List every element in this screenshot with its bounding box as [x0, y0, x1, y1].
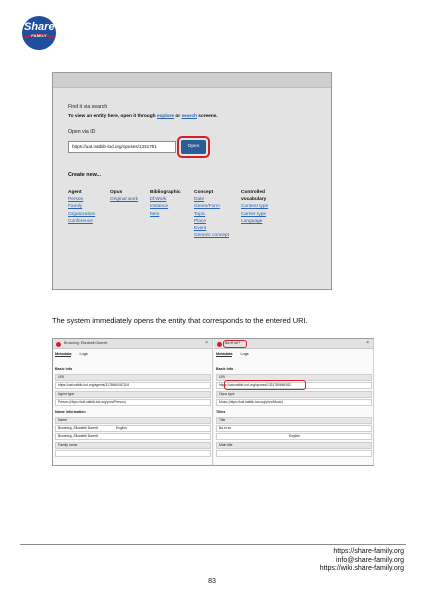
- pane-tabs: [55, 352, 96, 356]
- field-label: URI: [216, 374, 372, 381]
- language-value: English: [115, 426, 127, 430]
- search-link[interactable]: search: [181, 114, 197, 119]
- right-pane: [214, 339, 374, 465]
- uri-field[interactable]: https://uat.natbib-lod.org/opuses/1331789669182: [216, 382, 372, 389]
- tab-logs[interactable]: Logs: [79, 352, 88, 356]
- create-link[interactable]: Organization: [68, 211, 96, 217]
- pane-title-bar: [53, 339, 212, 349]
- field-label: Name: [55, 417, 211, 424]
- vocabulary-column: [241, 189, 285, 225]
- title-highlight: [223, 340, 247, 348]
- tab-metadata[interactable]: Metadata: [216, 352, 233, 356]
- pane-title: Ba et se?: [225, 341, 241, 345]
- email-link[interactable]: info@share-family.org: [335, 556, 404, 564]
- field-label: Opus type: [216, 391, 372, 398]
- website-link[interactable]: https://share-family.org: [333, 548, 404, 555]
- create-link[interactable]: Conference: [68, 218, 93, 224]
- wiki-link[interactable]: https://wiki.share-family.org: [319, 565, 404, 573]
- family-name-field[interactable]: [55, 450, 211, 457]
- opus-column: [110, 189, 138, 203]
- logo-subword: FAMILY: [31, 33, 47, 38]
- column-heading: Opus: [110, 190, 123, 195]
- find-heading: Find it via search: [68, 104, 108, 110]
- open-heading: Open via ID: [68, 129, 96, 135]
- create-link[interactable]: Item: [150, 211, 160, 217]
- screenshot-open-via-id: [52, 72, 332, 290]
- find-post: screens.: [196, 114, 218, 119]
- left-pane: [53, 339, 213, 465]
- create-link[interactable]: Original work: [110, 197, 138, 203]
- field-label: URI: [55, 374, 211, 381]
- id-input[interactable]: https://uat.natbib-lod.org/opuses/1331761: [68, 141, 176, 153]
- create-link[interactable]: Generic concept: [194, 233, 229, 239]
- concept-column: [194, 189, 229, 239]
- close-icon[interactable]: ×: [366, 340, 369, 346]
- main-title-field[interactable]: [216, 450, 372, 457]
- find-pre: To view an entity here, open it through: [68, 114, 157, 119]
- footer-rule: [20, 544, 406, 545]
- language-field[interactable]: [216, 433, 372, 440]
- title-field[interactable]: Ba et se: [216, 425, 372, 432]
- tab-metadata[interactable]: Metadata: [55, 352, 72, 356]
- field-label: Main title: [216, 442, 372, 449]
- create-link[interactable]: Content type: [241, 204, 269, 210]
- column-heading: Concept: [194, 190, 214, 195]
- create-link[interactable]: Genre/Form: [194, 204, 220, 210]
- language-value: English: [289, 434, 300, 438]
- close-icon[interactable]: ×: [205, 340, 208, 346]
- close-dot-icon[interactable]: [217, 342, 222, 347]
- caption: The system immediately opens the entity that corresponds to the entered URI.: [52, 316, 308, 325]
- section-heading: Basic info: [216, 367, 234, 371]
- pane-title: Browsing: Elizabeth Barrett: [64, 341, 108, 345]
- logo-word: Share: [24, 21, 55, 33]
- field-label: Family name: [55, 442, 211, 449]
- opus-type-field[interactable]: Music (https://uat.natbib-lod.org/prov/Music): [216, 399, 372, 406]
- column-heading: Bibliographic: [150, 190, 181, 195]
- find-instruction: [68, 114, 218, 119]
- field-label: Title: [216, 417, 372, 424]
- field-label: Agent type: [55, 391, 211, 398]
- create-link[interactable]: Place: [194, 218, 206, 224]
- page-number: 83: [208, 578, 216, 585]
- explore-link[interactable]: explore: [156, 114, 175, 119]
- section-heading: Name information: [55, 410, 86, 414]
- agent-type-field[interactable]: Person (https://uat.natbib-lod.org/prov/Person): [55, 399, 211, 406]
- create-link[interactable]: Person: [68, 197, 84, 203]
- section-heading: Titles: [216, 410, 226, 414]
- uri-field[interactable]: https://uat.natbib-lod.org/agents/3178660067204: [55, 382, 211, 389]
- agent-column: [68, 189, 95, 225]
- name-value: Browning, Elizabeth Barrett: [58, 426, 98, 430]
- tab-logs[interactable]: Logs: [240, 352, 249, 356]
- name-field[interactable]: [55, 425, 211, 432]
- name-field[interactable]: Browning, Elizabeth Barrett: [55, 433, 211, 440]
- create-link[interactable]: Topic: [194, 211, 206, 217]
- app-top-bar: [53, 73, 331, 88]
- create-heading: Create new...: [68, 172, 102, 178]
- footer-contact: [320, 548, 404, 574]
- create-link[interactable]: Date: [194, 197, 205, 203]
- pane-tabs: [216, 352, 257, 356]
- create-link[interactable]: Family: [68, 204, 83, 210]
- column-heading: Controlled vocabulary: [241, 190, 267, 203]
- create-link[interactable]: Instance: [150, 204, 169, 210]
- share-family-logo: [22, 16, 56, 50]
- close-dot-icon[interactable]: [56, 342, 61, 347]
- create-link[interactable]: Carrier type: [241, 211, 267, 217]
- section-heading: Basic info: [55, 367, 73, 371]
- uri-highlight: [224, 380, 306, 390]
- create-link[interactable]: Language: [241, 218, 263, 224]
- screenshot-opened-entity: [52, 338, 374, 466]
- open-button[interactable]: Open: [181, 140, 206, 154]
- create-link[interactable]: bf:Work: [150, 197, 167, 203]
- create-link[interactable]: Event: [194, 226, 207, 232]
- find-mid: or: [174, 114, 182, 119]
- bibliographic-column: [150, 189, 181, 218]
- column-heading: Agent: [68, 190, 82, 195]
